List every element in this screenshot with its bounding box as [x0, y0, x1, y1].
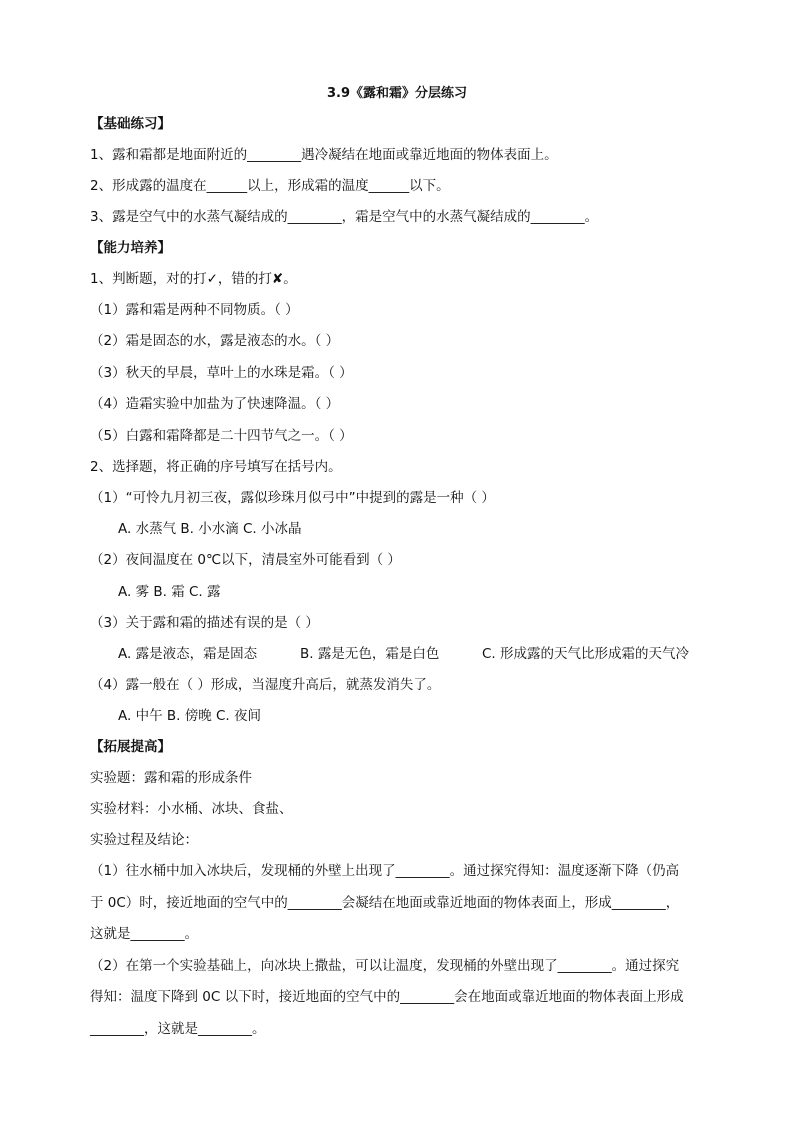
judge-item: （2）霜是固态的水，露是液态的水。（ ） [90, 333, 340, 349]
experiment-materials: 实验材料：小水桶、冰块、食盐、 [90, 801, 293, 817]
choice-3-option-c: C. 形成露的天气比形成霜的天气冷 [482, 646, 690, 662]
choice-3-options [118, 645, 689, 663]
choice-2-options: A. 雾 B. 霜 C. 露 [118, 584, 221, 600]
choice-1: （1）“可怜九月初三夜，露似珍珠月似弓中”中提到的露是一种（ ） [90, 490, 495, 506]
choice-4: （4）露一般在（ ）形成，当湿度升高后，就蒸发消失了。 [90, 677, 441, 693]
experiment-title: 实验题：露和霜的形成条件 [90, 770, 252, 786]
experiment-process: 实验过程及结论： [90, 832, 198, 848]
choice-title: 2、选择题，将正确的序号填写在括号内。 [90, 459, 342, 475]
judge-title: 1、判断题，对的打✓，错的打✘。 [90, 271, 297, 287]
choice-3-option-a: A. 露是液态，霜是固态 [118, 646, 258, 662]
paragraph-2-line-2: 得知：温度下降到 0C 以下时，接近地面的空气中的________会在地面或靠近地面的物体表面上形成 [90, 989, 684, 1005]
judge-item: （5）白露和霜降都是二十四节气之一。（ ） [90, 428, 353, 444]
choice-2: （2）夜间温度在 0℃以下，清晨室外可能看到（ ） [90, 552, 401, 568]
choice-4-options: A. 中午 B. 傍晚 C. 夜间 [118, 708, 262, 724]
judge-item: （4）造霜实验中加盐为了快速降温。（ ） [90, 396, 340, 412]
page-title: 3.9《露和霜》分层练习 [326, 86, 468, 101]
paragraph-2-line-3: ________，这就是________。 [90, 1021, 266, 1037]
choice-3: （3）关于露和霜的描述有误的是（ ） [90, 615, 319, 631]
question-3: 3、露是空气中的水蒸气凝结成的________，霜是空气中的水蒸气凝结成的________。 [90, 209, 599, 225]
paragraph-1-line-3: 这就是________。 [90, 926, 198, 942]
question-1: 1、露和霜都是地面附近的________遇冷凝结在地面或靠近地面的物体表面上。 [90, 147, 558, 163]
paragraph-2-line-1: （2）在第一个实验基础上，向冰块上撒盐，可以让温度，发现桶的外壁出现了________。通过探究 [90, 958, 680, 974]
judge-item: （3）秋天的早晨，草叶上的水珠是霜。（ ） [90, 365, 353, 381]
paragraph-1-line-1: （1）往水桶中加入冰块后，发现桶的外壁上出现了________。通过探究得知：温度逐渐下降（仍高 [90, 863, 680, 879]
choice-1-options: A. 水蒸气 B. 小水滴 C. 小冰晶 [118, 521, 302, 537]
choice-3-option-b: B. 露是无色，霜是白色 [300, 646, 440, 662]
paragraph-1-line-2: 于 0C）时，接近地面的空气中的________会凝结在地面或靠近地面的物体表面上，形成________， [90, 895, 680, 911]
section-ability-heading: 【能力培养】 [90, 240, 171, 256]
judge-item: （1）露和霜是两种不同物质。（ ） [90, 302, 299, 318]
section-extension-heading: 【拓展提高】 [90, 739, 171, 755]
question-2: 2、形成露的温度在______以上，形成霜的温度______以下。 [90, 178, 450, 194]
section-basic-heading: 【基础练习】 [90, 116, 171, 132]
